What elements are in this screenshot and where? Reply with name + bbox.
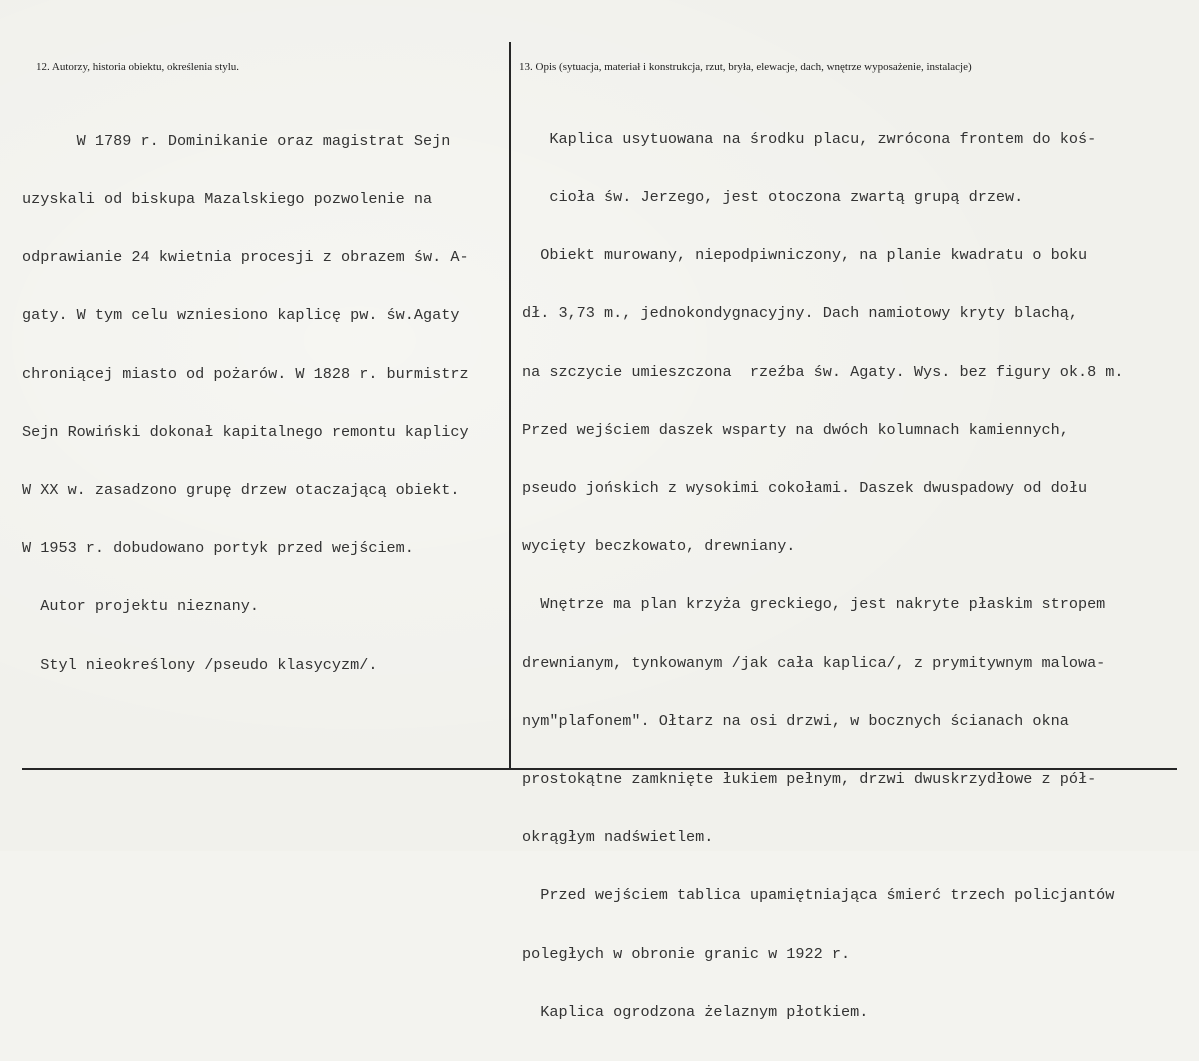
text-line: cioła św. Jerzego, jest otoczona zwartą grupą drzew. <box>522 188 1024 207</box>
text-line: chroniącej miasto od pożarów. W 1828 r. burmistrz <box>22 364 469 383</box>
text-line: Autor projektu nieznany. <box>22 597 259 616</box>
section-12-text <box>22 93 469 714</box>
text-line: gaty. W tym celu wzniesiono kaplicę pw. św.Agaty <box>22 306 460 325</box>
text-line: Przed wejściem daszek wsparty na dwóch kolumnach kamiennych, <box>522 420 1069 439</box>
text-line: Kaplica ogrodzona żelaznym płotkiem. <box>522 1002 869 1021</box>
text-line: drewnianym, tynkowanym /jak cała kaplica/, z prymitywnym malowa- <box>522 653 1106 672</box>
text-line: Styl nieokreślony /pseudo klasycyzm/. <box>22 655 378 674</box>
text-line: Wnętrze ma plan krzyża greckiego, jest nakryte płaskim stropem <box>522 595 1106 614</box>
text-line: Przed wejściem tablica upamiętniająca śmierć trzech policjantów <box>522 886 1115 905</box>
vertical-divider <box>509 42 511 770</box>
section-13-text <box>522 91 1124 1061</box>
text-line: odprawianie 24 kwietnia procesji z obrazem św. A- <box>22 248 469 267</box>
text-line: wycięty beczkowato, drewniany. <box>522 537 796 556</box>
text-line: prostokątne zamknięte łukiem pełnym, drzwi dwuskrzydłowe z pół- <box>522 770 1097 789</box>
text-line: na szczycie umieszczona rzeźba św. Agaty. Wys. bez figury ok.8 m. <box>522 362 1124 381</box>
text-line: okrągłym nadświetlem. <box>522 828 714 847</box>
text-line: dł. 3,73 m., jednokondygnacyjny. Dach namiotowy kryty blachą, <box>522 304 1078 323</box>
text-line: uzyskali od biskupa Mazalskiego pozwolenie na <box>22 190 433 209</box>
text-line: poległych w obronie granic w 1922 r. <box>522 944 851 963</box>
text-line: W XX w. zasadzono grupę drzew otaczającą obiekt. <box>22 481 460 500</box>
section-13-heading: 13. Opis (sytuacja, materiał i konstrukcja, rzut, bryła, elewacje, dach, wnętrze wyposażenie, instalacje) <box>519 61 972 73</box>
text-line: Obiekt murowany, niepodpiwniczony, na planie kwadratu o boku <box>522 246 1088 265</box>
text-line: Kaplica usytuowana na środku placu, zwrócona frontem do koś- <box>522 129 1097 148</box>
text-line: W 1953 r. dobudowano portyk przed wejściem. <box>22 539 414 558</box>
section-12-heading: 12. Autorzy, historia obiektu, określenia stylu. <box>36 61 240 73</box>
text-line: nym"plafonem". Ołtarz na osi drzwi, w bocznych ścianach okna <box>522 711 1069 730</box>
text-line: pseudo jońskich z wysokimi cokołami. Daszek dwuspadowy od dołu <box>522 479 1088 498</box>
text-line: Sejn Rowiński dokonał kapitalnego remontu kaplicy <box>22 422 469 441</box>
text-line: W 1789 r. Dominikanie oraz magistrat Sejn <box>22 131 451 150</box>
